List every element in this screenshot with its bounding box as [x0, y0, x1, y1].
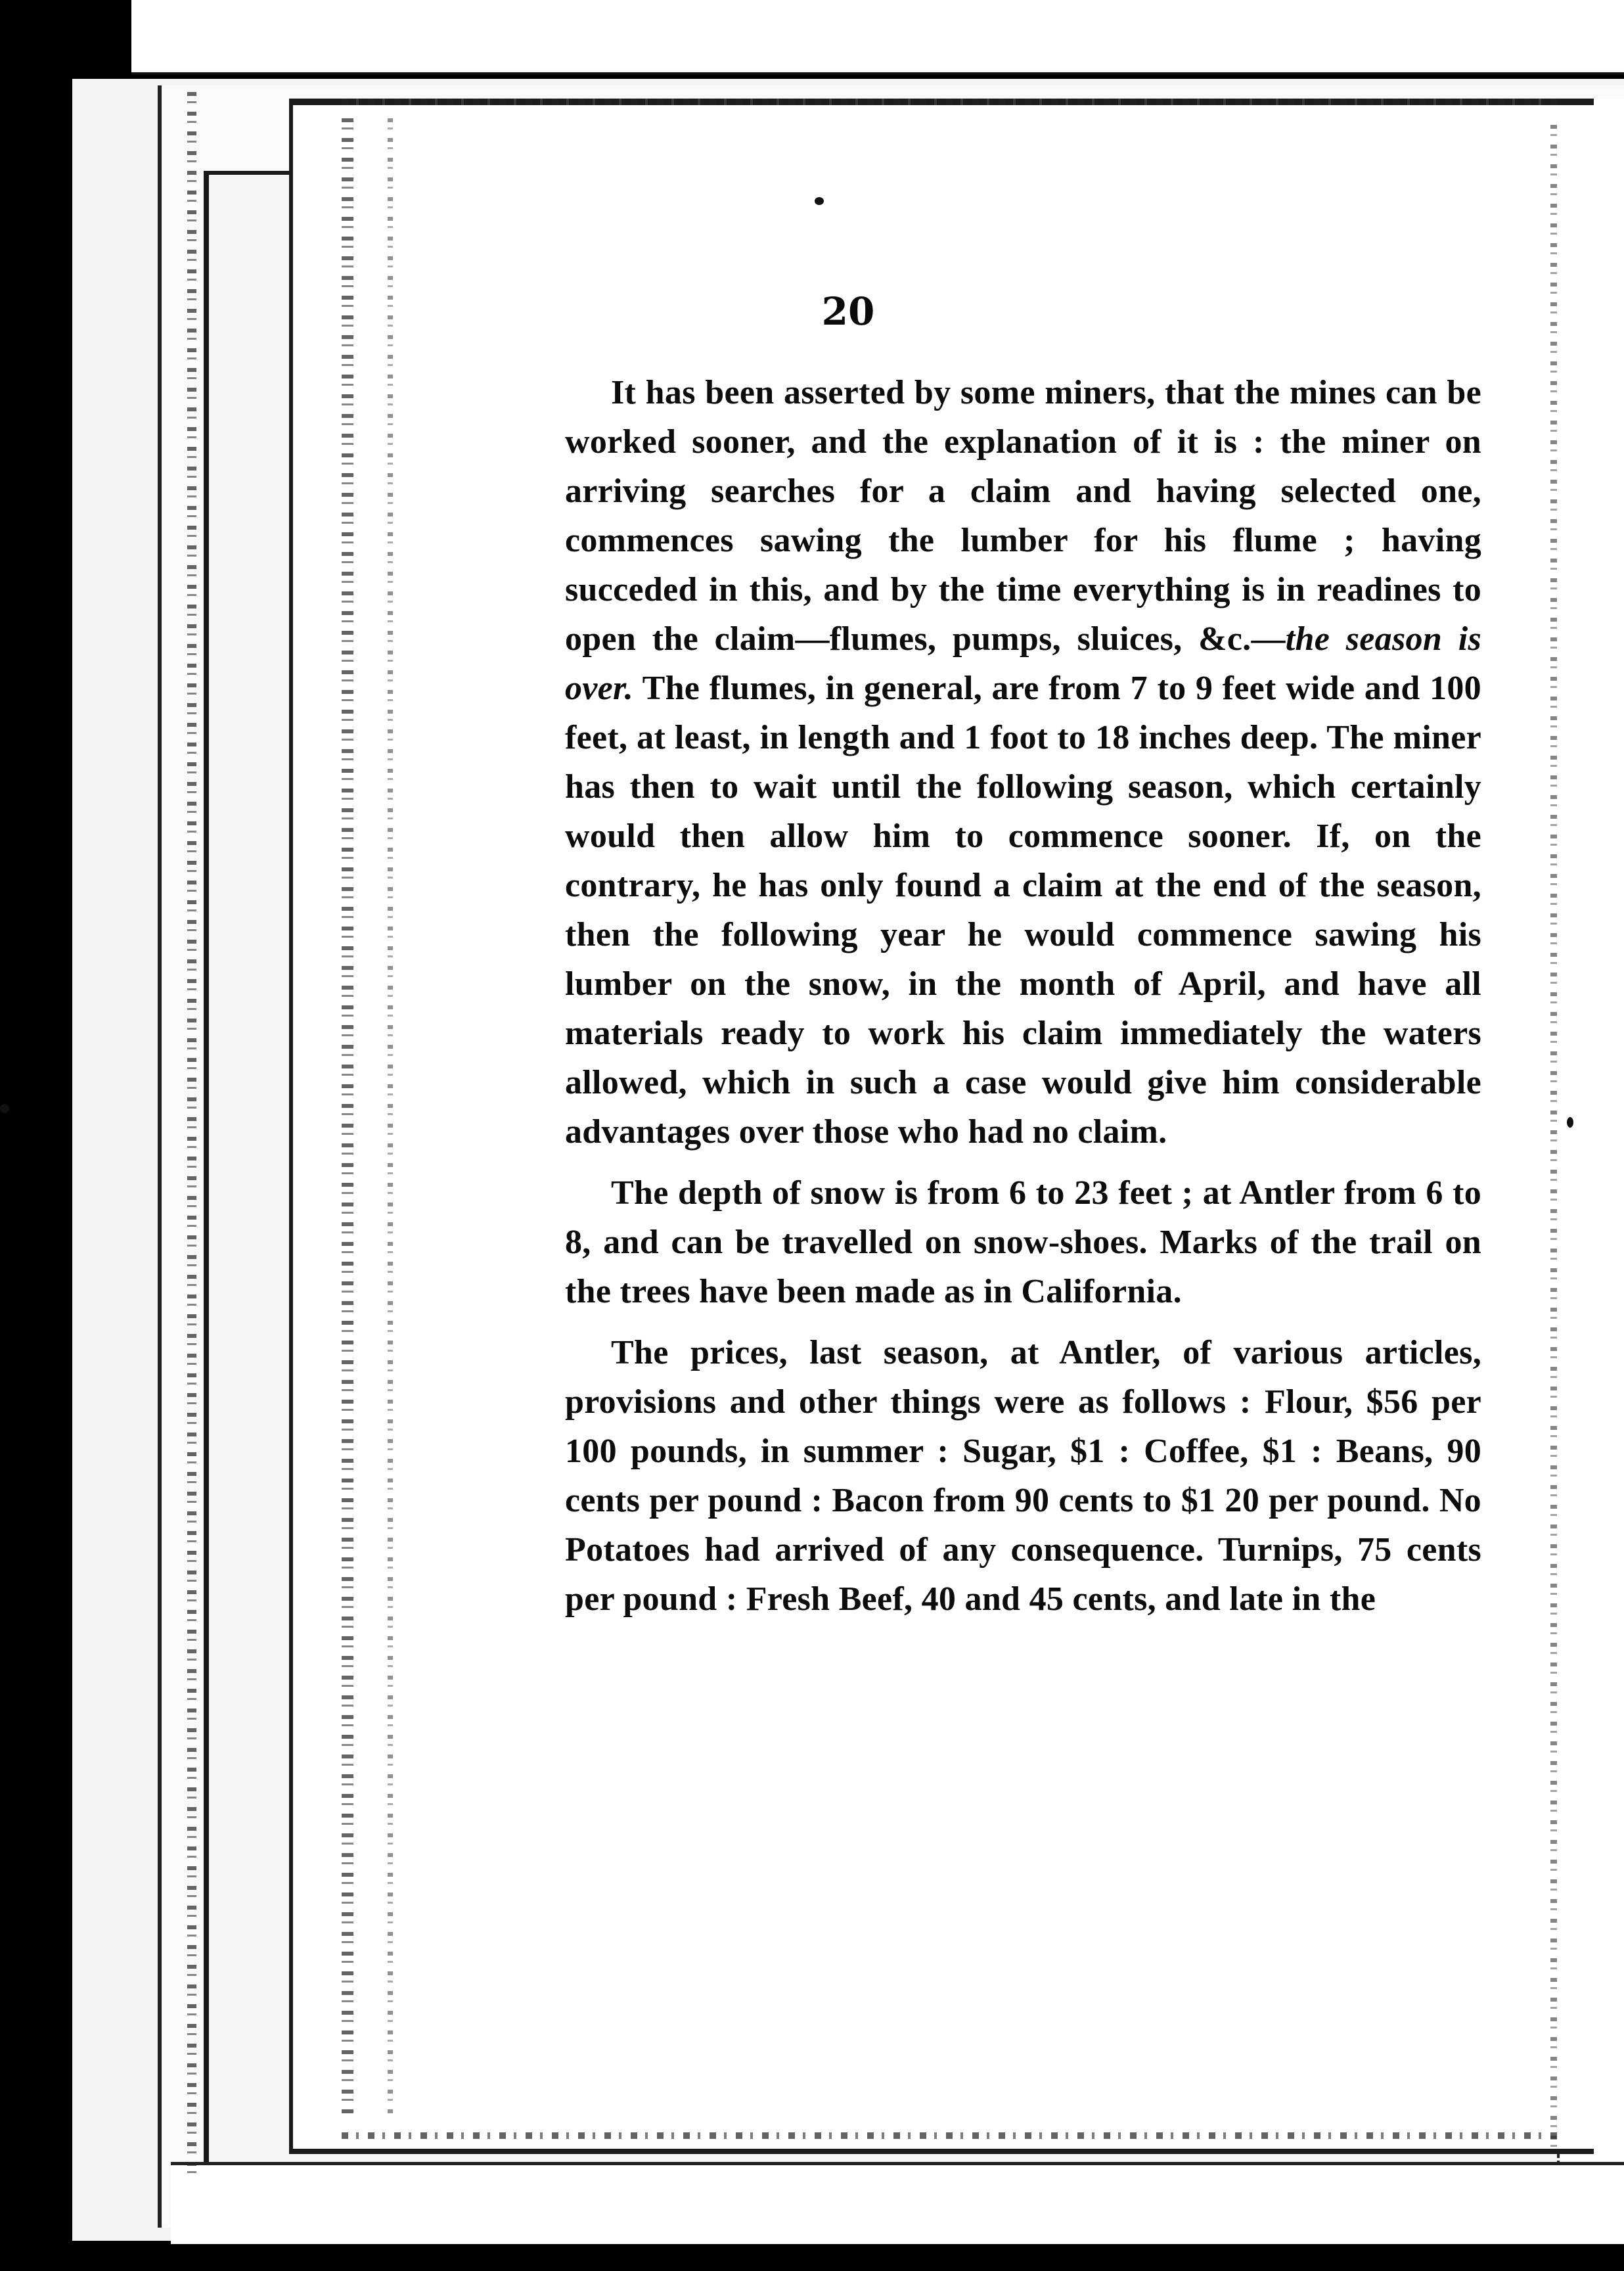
scan-artifact: [342, 99, 1564, 105]
scan-artifact: [187, 92, 196, 2182]
paragraph-1: [565, 368, 1481, 1157]
paragraph-1-text: It has been asserted by some miners, that the mines can be worked sooner, and the explanation of it is : the miner on arriving searches for a claim and having selected one, commences sawing the lumber for his flume ; having succeded in this, and by the time everything is in readines to open the claim—flumes, pumps, sluices, &c.—: [565, 374, 1481, 658]
paragraph-1-continued: The flumes, in general, are from 7 to 9 feet wide and 100 feet, at least, in length and 1 foot to 18 inches deep. The miner has then to wait until the following season, which certainly would then allow him to commence sooner. If, on the contrary, he has only found a claim at the end of the season, then the following year he would commence sawing his lumber on the snow, in the month of April, and have all materials ready to work his claim immediately the waters allowed, which in such a case would give him considerable advantages over those who had no claim.: [565, 670, 1481, 1151]
paragraph-2: The depth of snow is from 6 to 23 feet ; at Antler from 6 to 8, and can be travelled on snow-shoes. Marks of the trail on the trees have been made as in California.: [565, 1174, 1481, 1310]
ink-speck: [1567, 1117, 1573, 1128]
page-number: 20: [821, 289, 875, 334]
scan-artifact: [342, 118, 353, 2116]
scan-artifact: [1550, 125, 1557, 2149]
back-sheet-top: [131, 0, 1624, 75]
ink-speck: [0, 1104, 9, 1113]
paragraph-1-emphasis: the season is over.: [565, 620, 1481, 707]
scan-artifact: [388, 118, 393, 2116]
paragraph-3: The prices, last season, at Antler, of various articles, provisions and other things were as follows : Flour, $56 per 100 pounds, in summer : Sugar, $1 : Coffee, $1 : Beans, 90 cents per pound : Bacon from 90 cents to $1 20 per pound. No Potatoes had arrived of any consequence. Turnips, 75 cents per pound : Fresh Beef, 40 and 45 cents, and late in the: [565, 1334, 1481, 1618]
ink-speck: [815, 197, 824, 205]
scan-artifact: [342, 2132, 1564, 2139]
body-text: [565, 368, 1481, 1636]
bottom-sheet-edge: [171, 2162, 1624, 2244]
